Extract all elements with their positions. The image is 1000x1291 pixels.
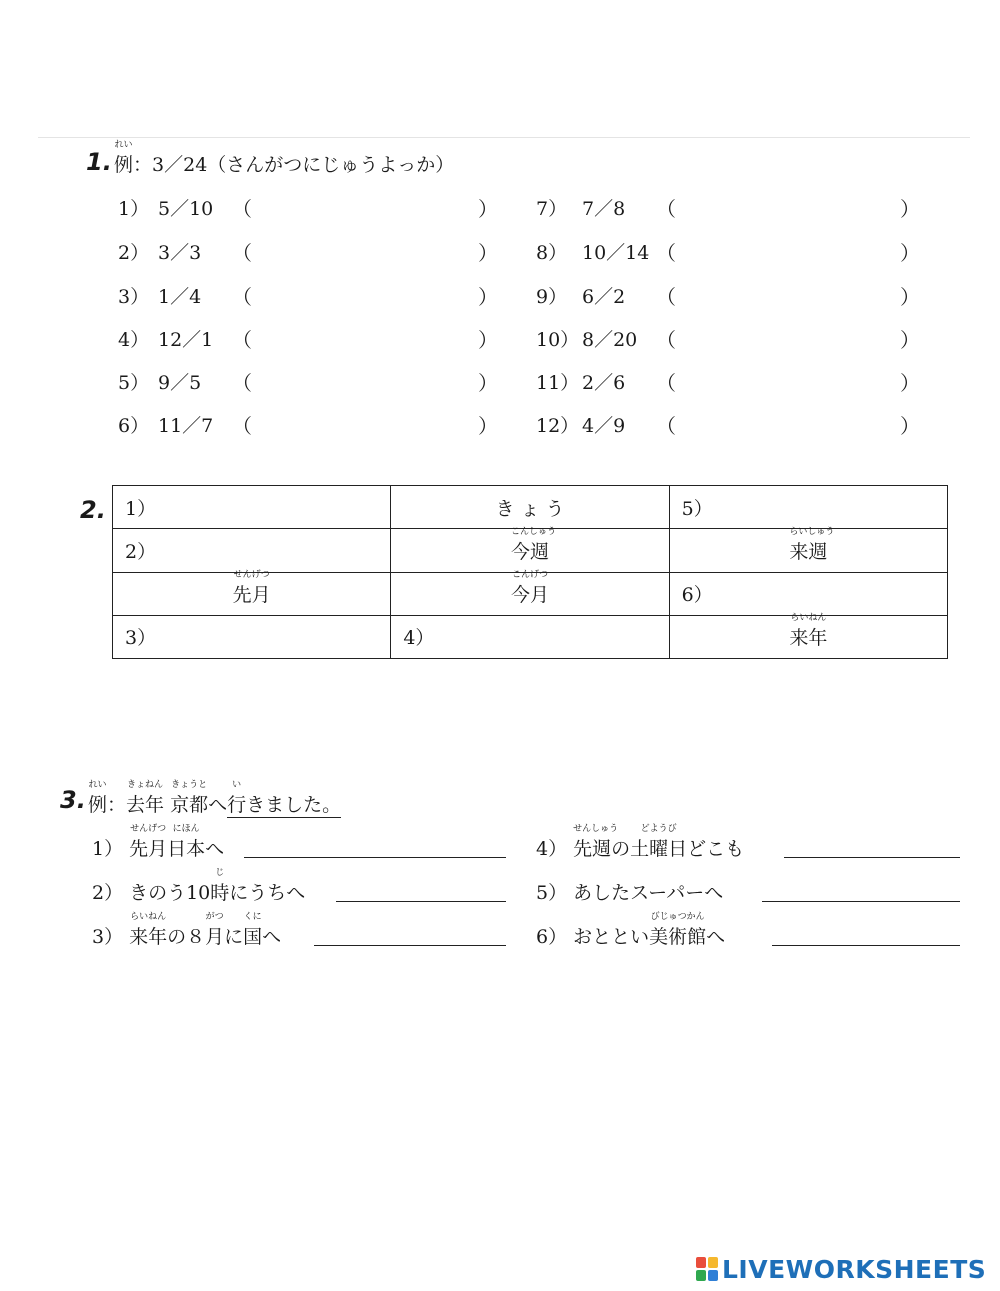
answer-line[interactable] xyxy=(762,901,960,902)
close-paren: ） xyxy=(478,241,498,265)
table-cell xyxy=(391,572,669,615)
table-cell xyxy=(113,572,391,615)
sentence-text: 来年 xyxy=(129,926,168,948)
item-number: 8） xyxy=(536,242,568,264)
sentence-text: 土曜日 xyxy=(630,838,688,860)
item-number: 12） xyxy=(536,415,580,437)
sentence-item xyxy=(536,912,726,949)
sentence-text: きのう10 xyxy=(129,882,211,904)
open-paren: （ xyxy=(232,241,252,265)
table-row xyxy=(113,615,948,658)
sentence-item xyxy=(92,868,306,905)
item-number: 1） xyxy=(92,838,124,860)
sentence-text: へ xyxy=(205,838,225,860)
answer-line[interactable] xyxy=(336,901,506,902)
answer-blank[interactable] xyxy=(256,368,486,394)
item-date: 1／4 xyxy=(158,286,202,308)
sentence-text: へ xyxy=(706,926,726,948)
open-paren: （ xyxy=(232,285,252,309)
item-date: 6／2 xyxy=(582,286,626,308)
answer-blank[interactable] xyxy=(680,411,910,437)
answer-cell[interactable] xyxy=(669,572,947,615)
item-number: 6） xyxy=(118,415,150,437)
sentence-ruby: びじゅつかん xyxy=(650,912,705,922)
sentence-item xyxy=(92,912,282,949)
item-date: 11／7 xyxy=(158,415,214,437)
answer-blank[interactable] xyxy=(680,194,910,220)
cell-ruby: らいしゅう xyxy=(789,526,835,537)
table-cell xyxy=(391,486,669,529)
cell-text: 今月 xyxy=(510,584,549,607)
sentence-ruby: せんしゅう xyxy=(573,824,619,834)
section-3-number: 3. xyxy=(60,786,86,814)
answer-cell[interactable] xyxy=(113,529,391,572)
sentence-text: 先週 xyxy=(573,838,612,860)
item-number: 7） xyxy=(536,198,568,220)
logo-text: LIVEWORKSHEETS xyxy=(722,1254,987,1284)
item-number: 3） xyxy=(92,926,124,948)
sentence-item xyxy=(536,878,723,905)
answer-cell[interactable] xyxy=(669,486,947,529)
sentence-text: に xyxy=(224,926,244,948)
answer-blank[interactable] xyxy=(680,368,910,394)
open-paren: （ xyxy=(232,197,252,221)
table-cell xyxy=(391,526,669,572)
sentence-text: 時 xyxy=(210,882,230,904)
item-number: 2） xyxy=(118,242,150,264)
item-number: 4） xyxy=(118,329,150,351)
section-2-number: 2. xyxy=(80,496,106,524)
sentence-ruby: じ xyxy=(215,868,225,878)
section-1-number: 1. xyxy=(86,148,112,176)
section-1-example xyxy=(114,140,455,177)
answer-line[interactable] xyxy=(314,945,506,946)
item-number: 1） xyxy=(118,198,150,220)
cell-text: 1） xyxy=(125,497,157,520)
table-cell xyxy=(669,526,947,572)
item-number: 2） xyxy=(92,882,124,904)
close-paren: ） xyxy=(478,328,498,352)
answer-cell[interactable] xyxy=(113,486,391,529)
item-number: 5） xyxy=(118,372,150,394)
example-text: ：3／24（さんがつにじゅうよっか） xyxy=(133,154,455,176)
item-number: 5） xyxy=(536,882,568,904)
open-paren: （ xyxy=(232,328,252,352)
example-answer: 行 い きました。 xyxy=(227,780,342,816)
open-paren: （ xyxy=(656,371,676,395)
item-date: 2／6 xyxy=(582,372,626,394)
cell-ruby: せんげつ xyxy=(233,570,270,581)
cell-ruby: こんげつ xyxy=(511,570,548,581)
cell-text: 来週 xyxy=(789,540,828,563)
sentence-text: おととい xyxy=(573,926,650,948)
sentence-ruby: せんげつ xyxy=(130,824,167,834)
cell-ruby: らいねん xyxy=(790,613,827,624)
table-cell xyxy=(669,615,947,658)
answer-blank[interactable] xyxy=(256,325,486,351)
answer-line[interactable] xyxy=(784,857,960,858)
liveworksheets-logo xyxy=(696,1254,986,1284)
sentence-text: へ xyxy=(262,926,282,948)
answer-line[interactable] xyxy=(244,857,506,858)
sentence-text: にうちへ xyxy=(229,882,306,904)
sentence-ruby: らいねん xyxy=(130,912,167,922)
close-paren: ） xyxy=(900,197,920,221)
open-paren: （ xyxy=(656,241,676,265)
sentence-text: あしたスーパーへ xyxy=(573,882,724,904)
answer-cell[interactable] xyxy=(113,615,391,658)
item-date: 7／8 xyxy=(582,198,626,220)
sentence-ruby: どようび xyxy=(640,824,677,834)
sentence-item xyxy=(536,824,745,861)
sentence-text: 国 xyxy=(243,926,263,948)
item-date: 9／5 xyxy=(158,372,202,394)
close-paren: ） xyxy=(478,414,498,438)
cell-ruby: こんしゅう xyxy=(510,526,556,537)
cell-text: き ょ う xyxy=(495,497,565,520)
sentence-text: 美術館 xyxy=(649,926,707,948)
answer-blank[interactable] xyxy=(256,282,486,308)
close-paren: ） xyxy=(900,328,920,352)
answer-blank[interactable] xyxy=(256,238,486,264)
answer-blank[interactable] xyxy=(680,238,910,264)
table-row xyxy=(113,486,948,529)
calendar-table xyxy=(112,485,948,659)
answer-blank[interactable] xyxy=(256,411,486,437)
close-paren: ） xyxy=(900,414,920,438)
cell-text: 5） xyxy=(681,497,713,520)
answer-line[interactable] xyxy=(772,945,960,946)
sentence-text: の８ xyxy=(167,926,206,948)
sentence-text: どこも xyxy=(687,838,745,860)
item-number: 3） xyxy=(118,286,150,308)
item-date: 5／10 xyxy=(158,198,214,220)
close-paren: ） xyxy=(478,371,498,395)
open-paren: （ xyxy=(232,414,252,438)
example-label-ruby: れい xyxy=(114,140,133,150)
section-3-example: 例 れい ：去年 きょねん 京都 きょうと へ行 い きました。 xyxy=(88,780,342,816)
sentence-text: 月 xyxy=(205,926,225,948)
cell-text: 今週 xyxy=(510,540,549,563)
item-number: 9） xyxy=(536,286,568,308)
answer-blank[interactable] xyxy=(680,325,910,351)
answer-blank[interactable] xyxy=(680,282,910,308)
item-number: 4） xyxy=(536,838,568,860)
table-row xyxy=(113,529,948,572)
close-paren: ） xyxy=(900,371,920,395)
cell-text: 先月 xyxy=(232,584,271,607)
item-number: 10） xyxy=(536,329,580,351)
cell-text: 来年 xyxy=(789,627,828,650)
open-paren: （ xyxy=(656,414,676,438)
open-paren: （ xyxy=(656,197,676,221)
close-paren: ） xyxy=(478,197,498,221)
answer-cell[interactable] xyxy=(391,615,669,658)
item-date: 10／14 xyxy=(582,242,650,264)
example-label: 例 れい xyxy=(114,150,133,177)
cell-text: 4） xyxy=(403,627,435,650)
item-date: 12／1 xyxy=(158,329,214,351)
sentence-text: 先月 xyxy=(129,838,168,860)
cell-text: 3） xyxy=(125,627,157,650)
item-date: 8／20 xyxy=(582,329,638,351)
table-row xyxy=(113,572,948,615)
top-divider xyxy=(38,137,970,138)
open-paren: （ xyxy=(232,371,252,395)
sentence-ruby: がつ xyxy=(205,912,224,922)
item-date: 3／3 xyxy=(158,242,202,264)
sentence-text: 日本 xyxy=(167,838,206,860)
sentence-item xyxy=(92,824,225,861)
close-paren: ） xyxy=(478,285,498,309)
close-paren: ） xyxy=(900,285,920,309)
open-paren: （ xyxy=(656,328,676,352)
answer-blank[interactable] xyxy=(256,194,486,220)
cell-text: 6） xyxy=(681,584,713,607)
cell-text: 2） xyxy=(125,540,157,563)
sentence-text: の xyxy=(611,838,631,860)
item-number: 11） xyxy=(536,372,580,394)
item-number: 6） xyxy=(536,926,568,948)
sentence-ruby: にほん xyxy=(172,824,200,834)
logo-icon xyxy=(696,1257,718,1281)
open-paren: （ xyxy=(656,285,676,309)
item-date: 4／9 xyxy=(582,415,626,437)
close-paren: ） xyxy=(900,241,920,265)
sentence-ruby: くに xyxy=(243,912,262,922)
